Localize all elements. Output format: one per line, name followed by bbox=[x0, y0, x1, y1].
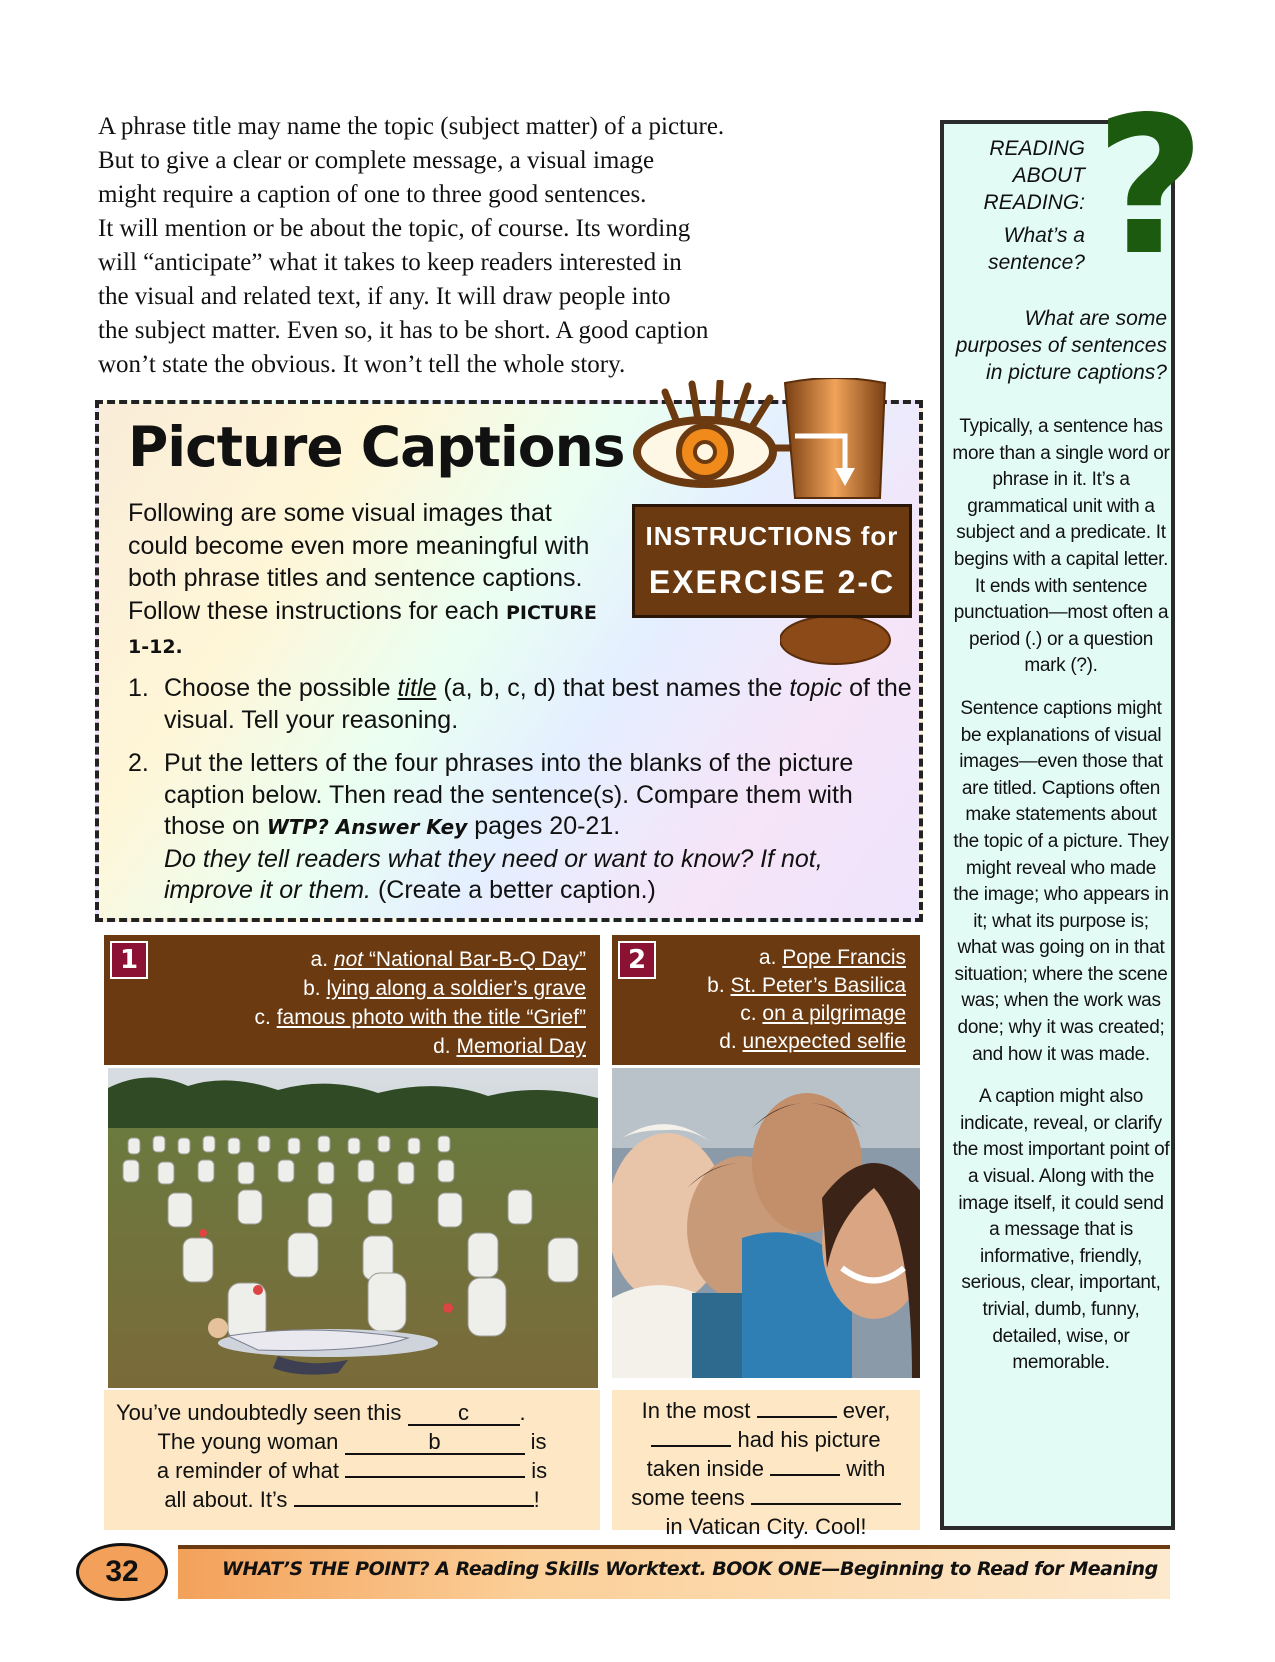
instructions-badge bbox=[632, 504, 912, 618]
sidebar-heading-line: What’s a bbox=[1003, 224, 1085, 247]
option-text: Memorial Day bbox=[456, 1035, 586, 1058]
step-text: (a, b, c, d) that best names the bbox=[436, 674, 790, 702]
caption-line bbox=[116, 1456, 588, 1485]
option-b bbox=[303, 974, 586, 1003]
selfie-photo bbox=[612, 1068, 920, 1378]
option-letter: c. bbox=[740, 1002, 757, 1025]
caption-line bbox=[618, 1454, 914, 1483]
caption-text: ever, bbox=[842, 1398, 891, 1423]
caption-text: some teens bbox=[631, 1485, 745, 1510]
caption-line bbox=[618, 1396, 914, 1425]
option-a bbox=[759, 943, 906, 972]
option-text: lying along a soldier’s grave bbox=[326, 977, 586, 1000]
cemetery-photo bbox=[108, 1068, 598, 1388]
panel-intro bbox=[128, 497, 608, 664]
step-emphasis: title bbox=[397, 674, 437, 702]
picture-2-options bbox=[612, 935, 920, 1065]
caption-blank[interactable] bbox=[294, 1505, 534, 1507]
picture-number-badge: 2 bbox=[618, 941, 656, 979]
option-b bbox=[707, 971, 906, 1000]
step-emphasis: Do they tell readers what they need or want to know? If not, improve it or them. bbox=[164, 844, 823, 904]
intro-line: might require a caption of one to three good sentences. bbox=[98, 181, 647, 208]
caption-blank[interactable]: c bbox=[408, 1402, 520, 1426]
caption-line bbox=[116, 1398, 588, 1427]
option-text: on a pilgrimage bbox=[762, 1002, 906, 1025]
panel-intro-text: Following are some visual images that could become even more meaningful with both phrase titles and sentence captions. Follow these instructions for each bbox=[128, 499, 590, 625]
step-number: 1. bbox=[128, 674, 149, 702]
instruction-steps bbox=[128, 673, 918, 919]
caption-blank[interactable] bbox=[757, 1416, 837, 1418]
option-letter: a. bbox=[310, 948, 329, 971]
caption-text: taken inside bbox=[646, 1456, 765, 1481]
picture-2-caption bbox=[612, 1390, 920, 1539]
picture-1-caption bbox=[104, 1390, 600, 1530]
caption-line bbox=[618, 1512, 914, 1541]
footer-title: WHAT’S THE POINT? A Reading Skills Worktext. BOOK ONE—Beginning to Read for Meaning bbox=[222, 1558, 1158, 1580]
option-c bbox=[255, 1003, 587, 1032]
instructions-line2: EXERCISE 2-C bbox=[648, 564, 896, 600]
option-emphasis: not bbox=[333, 948, 364, 971]
caption-text: a reminder of what bbox=[156, 1458, 340, 1483]
caption-blank[interactable]: b bbox=[345, 1431, 525, 1455]
sidebar-heading-line: READING: bbox=[983, 191, 1085, 214]
sidebar-paragraph: A caption might also indicate, reveal, or clarify the most important point of a visual. Along with the image itself, it could send a message that is informative, friendly, serious, clear, important, trivial, dumb, funny, detailed, wise, or memorable. bbox=[952, 1086, 1170, 1374]
caption-text: In the most bbox=[641, 1398, 751, 1423]
intro-line: will “anticipate” what it takes to keep readers interested in bbox=[98, 249, 682, 276]
intro-line: It will mention or be about the topic, of course. Its wording bbox=[98, 215, 691, 242]
option-text: Pope Francis bbox=[782, 946, 906, 969]
caption-line bbox=[618, 1483, 914, 1512]
step-emphasis: topic bbox=[789, 674, 843, 702]
caption-text: The young woman bbox=[157, 1429, 339, 1454]
caption-text: . bbox=[519, 1400, 526, 1425]
step-text: pages 20-21. bbox=[467, 812, 621, 840]
option-d bbox=[433, 1032, 586, 1061]
instructions-line1: INSTRUCTIONS for bbox=[645, 521, 899, 551]
picture-number-badge: 1 bbox=[110, 941, 148, 979]
sidebar-subheading bbox=[945, 305, 1167, 386]
option-letter: d. bbox=[433, 1035, 451, 1058]
caption-text: ! bbox=[533, 1487, 540, 1512]
option-d bbox=[719, 1027, 906, 1056]
intro-paragraph bbox=[98, 110, 898, 382]
caption-text: had his picture bbox=[737, 1427, 881, 1452]
sidebar-paragraph: Sentence captions might be explanations of visual images—even those that are titled. Captions often make statements about the topic of a picture. They might reveal who made the image; who appears in it; what its purpose is; what was going on in that situation; where the scene was; when the work was done; why it was created; and how it was made. bbox=[953, 697, 1169, 1065]
page-title: Picture Captions bbox=[128, 415, 625, 479]
caption-text: in Vatican City. Cool! bbox=[665, 1514, 867, 1539]
step-text: Choose the possible bbox=[164, 674, 398, 702]
option-letter: b. bbox=[303, 977, 321, 1000]
sidebar-subheading-line: purposes of sentences bbox=[955, 334, 1167, 357]
step-text: (Create a better caption.) bbox=[371, 876, 656, 904]
option-letter: c. bbox=[254, 1006, 271, 1029]
question-mark-icon: ? bbox=[1095, 76, 1206, 297]
option-text: unexpected selfie bbox=[742, 1030, 906, 1053]
caption-blank[interactable] bbox=[770, 1474, 840, 1476]
caption-blank[interactable] bbox=[651, 1445, 731, 1447]
sidebar-subheading-line: in picture captions? bbox=[986, 361, 1167, 384]
option-text: famous photo with the title “Grief” bbox=[276, 1006, 586, 1029]
intro-line: won’t state the obvious. It won’t tell the whole story. bbox=[98, 351, 626, 378]
sidebar-paragraph: Typically, a sentence has more than a single word or phrase in it. It’s a grammatical unit with a subject and a predicate. It begins with a capital letter. It ends with sentence punctuation—most often a period (.) or a question mark (?). bbox=[952, 416, 1170, 677]
step-text: of the visual. Tell your reasoning. bbox=[164, 674, 912, 734]
option-letter: a. bbox=[758, 946, 777, 969]
step-1 bbox=[128, 673, 918, 736]
sidebar-subheading-line: What are some bbox=[1024, 307, 1167, 330]
caption-blank[interactable] bbox=[345, 1476, 525, 1478]
answer-key-ref: WTP? Answer Key bbox=[266, 815, 468, 839]
caption-text: is bbox=[530, 1429, 547, 1454]
picture-range-ref: PICTURE 1-12. bbox=[128, 601, 597, 658]
option-text: St. Peter’s Basilica bbox=[730, 974, 906, 997]
option-c bbox=[740, 999, 906, 1028]
sidebar-heading bbox=[960, 135, 1085, 276]
caption-blank[interactable] bbox=[751, 1503, 901, 1505]
intro-line: the subject matter. Even so, it has to be short. A good caption bbox=[98, 317, 709, 344]
sidebar-heading-line: READING bbox=[989, 137, 1085, 160]
page-number: 32 bbox=[76, 1543, 168, 1601]
picture-1-options bbox=[104, 935, 600, 1065]
caption-text: all about. It’s bbox=[164, 1487, 288, 1512]
option-letter: d. bbox=[719, 1030, 737, 1053]
caption-line bbox=[116, 1485, 588, 1514]
caption-line bbox=[618, 1425, 914, 1454]
step-2 bbox=[128, 748, 918, 907]
option-text: “National Bar-B-Q Day” bbox=[363, 948, 586, 971]
caption-text: with bbox=[846, 1456, 886, 1481]
step-text: Put the letters of the four phrases into the blanks of the picture caption below. Then read the sentence(s). Compare them with those on bbox=[164, 749, 854, 840]
intro-line: But to give a clear or complete message, a visual image bbox=[98, 147, 655, 174]
caption-line bbox=[116, 1427, 588, 1456]
sidebar-heading-line: sentence? bbox=[988, 251, 1085, 274]
caption-text: You’ve undoubtedly seen this bbox=[116, 1400, 402, 1425]
caption-text: is bbox=[531, 1458, 548, 1483]
step-number: 2. bbox=[128, 749, 149, 777]
sidebar-heading-line: ABOUT bbox=[1012, 164, 1085, 187]
sidebar-body bbox=[952, 414, 1170, 1393]
option-a bbox=[311, 945, 586, 974]
option-letter: b. bbox=[707, 974, 725, 997]
intro-line: A phrase title may name the topic (subject matter) of a picture. bbox=[98, 113, 725, 140]
intro-line: the visual and related text, if any. It will draw people into bbox=[98, 283, 671, 310]
